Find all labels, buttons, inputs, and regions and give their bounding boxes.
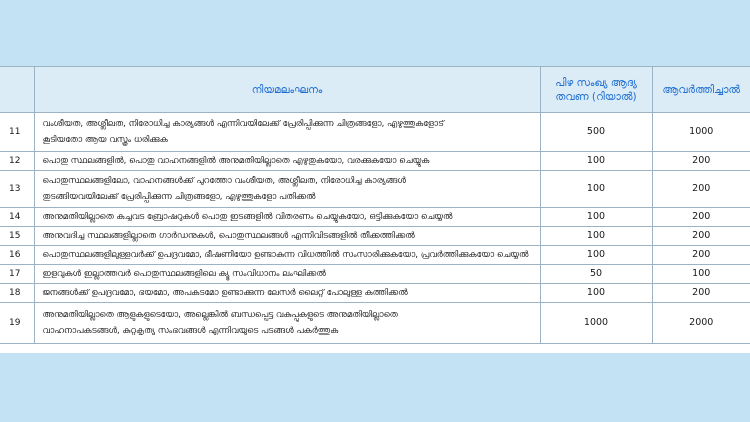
row-number: 17: [0, 265, 34, 284]
violation-line: അനുമതിയില്ലാതെ ആളുകളുടെയോ, അല്ലെങ്കിൽ ബന്ധപ്പെട്ട വകുപ്പുകളുടെ അനുമതിയില്ലാതെ: [42, 310, 398, 320]
row-violation: [34, 208, 540, 227]
row-repeat-fine: 2000: [652, 303, 750, 344]
fines-table: [0, 66, 750, 344]
violation-line: കൂടിയതോ ആയ വസ്ത്രം ധരിക്കുക: [42, 135, 168, 145]
violation-line: പൊതുസ്ഥലങ്ങളിലോ, വാഹനങ്ങൾക്ക് പുറത്തോ വംശീയത, അശ്ലീലത, നിരോധിച്ച കാര്യങ്ങൾ: [42, 176, 406, 186]
row-violation: [34, 171, 540, 208]
row-repeat-fine: 200: [652, 171, 750, 208]
table-row: [0, 303, 750, 344]
table-row: [0, 227, 750, 246]
header-number: [0, 67, 34, 113]
row-number: 19: [0, 303, 34, 344]
row-violation: [34, 227, 540, 246]
violation-line: ഇളവുകൾ ഇല്ലാത്തവർ പൊതുസ്ഥലങ്ങളിലെ ക്യൂ സംവിധാനം ലംഘിക്കൽ: [42, 269, 326, 279]
row-first-fine: 500: [540, 113, 652, 152]
row-violation: [34, 303, 540, 344]
violation-line: വംശീയത, അശ്ലീലത, നിരോധിച്ച കാര്യങ്ങൾ എന്നിവയിലേക്ക് പ്രേരിപ്പിക്കുന്ന ചിത്രങ്ങളോ, എഴുത്തുകളോട്: [42, 119, 444, 129]
row-first-fine: 100: [540, 227, 652, 246]
row-number: 15: [0, 227, 34, 246]
row-number: 13: [0, 171, 34, 208]
row-number: 16: [0, 246, 34, 265]
fines-table-frame: [0, 66, 750, 353]
row-first-fine: 100: [540, 208, 652, 227]
row-first-fine: 100: [540, 171, 652, 208]
table-row: [0, 246, 750, 265]
row-first-fine: 50: [540, 265, 652, 284]
row-first-fine: 100: [540, 152, 652, 171]
row-violation: [34, 246, 540, 265]
table-row: [0, 208, 750, 227]
table-row: [0, 152, 750, 171]
row-violation: [34, 284, 540, 303]
row-first-fine: 100: [540, 246, 652, 265]
header-first-fine: പിഴ സംഖ്യ ആദ്യ തവണ (റിയാൽ): [540, 67, 652, 113]
table-row: [0, 284, 750, 303]
table-row: [0, 171, 750, 208]
row-repeat-fine: 100: [652, 265, 750, 284]
violation-line: പൊതു സ്ഥലങ്ങളിൽ, പൊതു വാഹനങ്ങളിൽ അനുമതിയില്ലാതെ എഴുതുകയോ, വരക്കുകയോ ചെയ്യുക: [42, 156, 430, 166]
row-first-fine: 100: [540, 284, 652, 303]
row-violation: [34, 265, 540, 284]
row-repeat-fine: 200: [652, 227, 750, 246]
violation-line: അനുവദിച്ച സ്ഥലങ്ങളില്ലാതെ ഗാർഡനുകൾ, പൊതുസ്ഥലങ്ങൾ എന്നിവിടങ്ങളിൽ തീക്കത്തിക്കൽ: [42, 231, 415, 241]
row-repeat-fine: 200: [652, 246, 750, 265]
row-repeat-fine: 200: [652, 152, 750, 171]
row-number: 11: [0, 113, 34, 152]
row-repeat-fine: 200: [652, 208, 750, 227]
row-repeat-fine: 200: [652, 284, 750, 303]
violation-line: തുടങ്ങിയവയിലേക്ക് പ്രേരിപ്പിക്കുന്ന ചിത്രങ്ങളോ, എഴുത്തുകളോ പതിക്കൽ: [42, 192, 316, 202]
row-number: 14: [0, 208, 34, 227]
row-number: 12: [0, 152, 34, 171]
row-violation: [34, 113, 540, 152]
row-repeat-fine: 1000: [652, 113, 750, 152]
header-violation: നിയമലംഘനം: [34, 67, 540, 113]
violation-line: അനുമതിയില്ലാതെ കച്ചവട ബ്രോഷറുകൾ പൊതു ഇടങ്ങളിൽ വിതരണം ചെയ്യുകയോ, ഒട്ടിക്കുകയോ ചെയ്യൽ: [42, 212, 453, 222]
header-repeat-fine: ആവർത്തിച്ചാൽ: [652, 67, 750, 113]
violation-line: ജനങ്ങൾക്ക് ഉപദ്രവമോ, ഭയമോ, അപകടമോ ഉണ്ടാക്കുന്ന ലേസർ ലൈറ്റ് പോലുള്ള കത്തിക്കൽ: [42, 288, 408, 298]
table-header-row: [0, 67, 750, 113]
table-row: [0, 265, 750, 284]
row-first-fine: 1000: [540, 303, 652, 344]
violation-line: വാഹനാപകടങ്ങൾ, കുറ്റകൃത്യ സംഭവങ്ങൾ എന്നിവയുടെ പടങ്ങൾ പകർത്തുക: [42, 326, 339, 336]
table-row: [0, 113, 750, 152]
row-number: 18: [0, 284, 34, 303]
violation-line: പൊതുസ്ഥലങ്ങളിലുള്ളവർക്ക് ഉപദ്രവമോ, ഭീഷണിയോ ഉണ്ടാകുന്ന വിധത്തിൽ സംസാരിക്കുകയോ, പ്രവർത്തിക്കുകയോ ചെയ്യൽ: [42, 250, 529, 260]
row-violation: [34, 152, 540, 171]
